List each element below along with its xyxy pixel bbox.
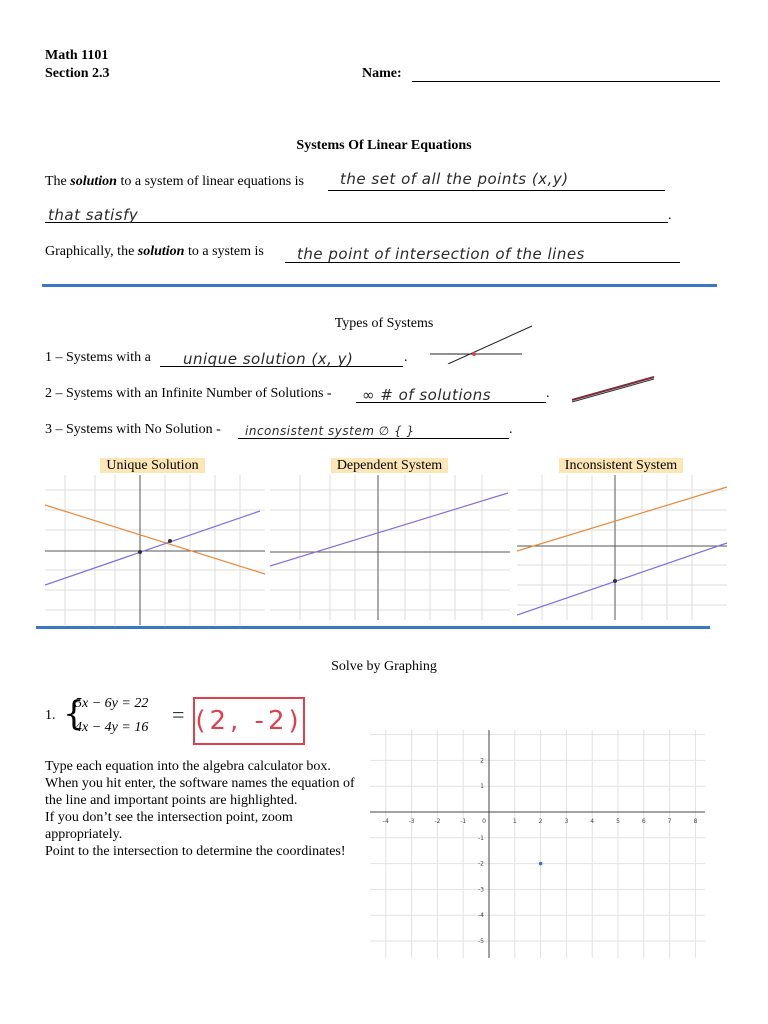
system-brace: { xyxy=(63,694,85,734)
type-3-label: 3 – Systems with No Solution - xyxy=(45,422,221,437)
type-3-answer: inconsistent system ∅ { } xyxy=(245,424,415,438)
y-tick-label: -2 xyxy=(478,860,484,868)
graph-title-inconsistent: Inconsistent System xyxy=(516,458,726,474)
handwritten-answer-2: that satisfy xyxy=(48,206,139,224)
equation-2: 4x − 4y = 16 xyxy=(75,720,149,735)
coordinate-grid[interactable] xyxy=(370,730,705,958)
course-title: Math 1101 xyxy=(45,48,109,63)
x-tick-label: -4 xyxy=(382,818,389,825)
intersection-point[interactable] xyxy=(539,862,543,866)
x-tick-label: -1 xyxy=(460,818,467,825)
definition-line-1: The solution to a system of linear equations is xyxy=(45,174,304,189)
instruction-1: Type each equation into the algebra calculator box. xyxy=(45,759,331,774)
types-heading: Types of Systems xyxy=(334,316,434,331)
x-tick-label: 1 xyxy=(512,818,517,825)
type-2-answer: ∞ # of solutions xyxy=(362,386,492,404)
y-tick-label: 1 xyxy=(480,783,484,791)
y-tick-label: -3 xyxy=(478,886,484,894)
equals-mark: = xyxy=(172,702,185,727)
x-tick-label: 3 xyxy=(564,818,569,825)
graph-inconsistent xyxy=(517,475,727,620)
x-tick-label: 0 xyxy=(482,818,486,825)
x-tick-label: -3 xyxy=(408,818,415,825)
section-divider-1 xyxy=(42,284,717,287)
section-title: Section 2.3 xyxy=(45,66,110,81)
x-tick-label: -2 xyxy=(434,818,441,825)
instruction-4: Point to the intersection to determine the coordinates! xyxy=(45,844,346,859)
definition-answer-line-2 xyxy=(45,222,668,223)
y-tick-label: -4 xyxy=(478,912,484,920)
x-tick-label: 2 xyxy=(538,818,543,825)
graph-title-dependent: Dependent System xyxy=(272,458,507,474)
instruction-2: When you hit enter, the software names the equation of the line and important points are highlighted. xyxy=(45,776,355,808)
name-label: Name: xyxy=(362,66,402,81)
type-2-period: . xyxy=(546,386,550,401)
name-field-line[interactable] xyxy=(412,81,720,82)
type-3-period: . xyxy=(509,422,513,437)
type-1-label: 1 – Systems with a xyxy=(45,350,151,365)
x-tick-label: 6 xyxy=(641,818,646,825)
answer-box: (2, -2) xyxy=(193,697,305,745)
x-tick-label: 7 xyxy=(667,818,672,825)
definition-answer-line-1 xyxy=(328,190,665,191)
type-1-period: . xyxy=(404,350,408,365)
definition-period: . xyxy=(668,208,672,223)
type-2-label: 2 – Systems with an Infinite Number of Solutions - xyxy=(45,386,332,401)
section-divider-2 xyxy=(36,626,710,629)
instruction-3: If you don’t see the intersection point, zoom appropriately. xyxy=(45,810,293,842)
type-1-answer: unique solution (x, y) xyxy=(183,350,354,368)
equation-1: 5x − 6y = 22 xyxy=(75,696,149,711)
x-tick-label: 4 xyxy=(590,818,595,825)
y-tick-label: 2 xyxy=(480,757,484,765)
y-tick-label: -1 xyxy=(478,834,484,842)
dependent-lines-sketch xyxy=(570,374,660,404)
page-title: Systems Of Linear Equations xyxy=(296,138,472,153)
definition-line-3: Graphically, the solution to a system is xyxy=(45,244,264,259)
handwritten-answer-3: the point of intersection of the lines xyxy=(297,245,585,263)
graph-title-unique: Unique Solution xyxy=(45,458,260,474)
x-tick-label: 8 xyxy=(693,818,698,825)
unique-lines-sketch xyxy=(430,324,540,364)
instructions xyxy=(45,758,360,860)
type-3-line xyxy=(238,438,509,439)
x-tick-label: 5 xyxy=(616,818,620,825)
solve-heading: Solve by Graphing xyxy=(331,659,437,674)
y-tick-label: -5 xyxy=(478,938,484,945)
graph-unique xyxy=(45,475,265,625)
problem-number: 1. xyxy=(45,708,56,723)
graph-dependent xyxy=(270,475,510,620)
handwritten-answer-1: the set of all the points (x,y) xyxy=(340,170,569,188)
